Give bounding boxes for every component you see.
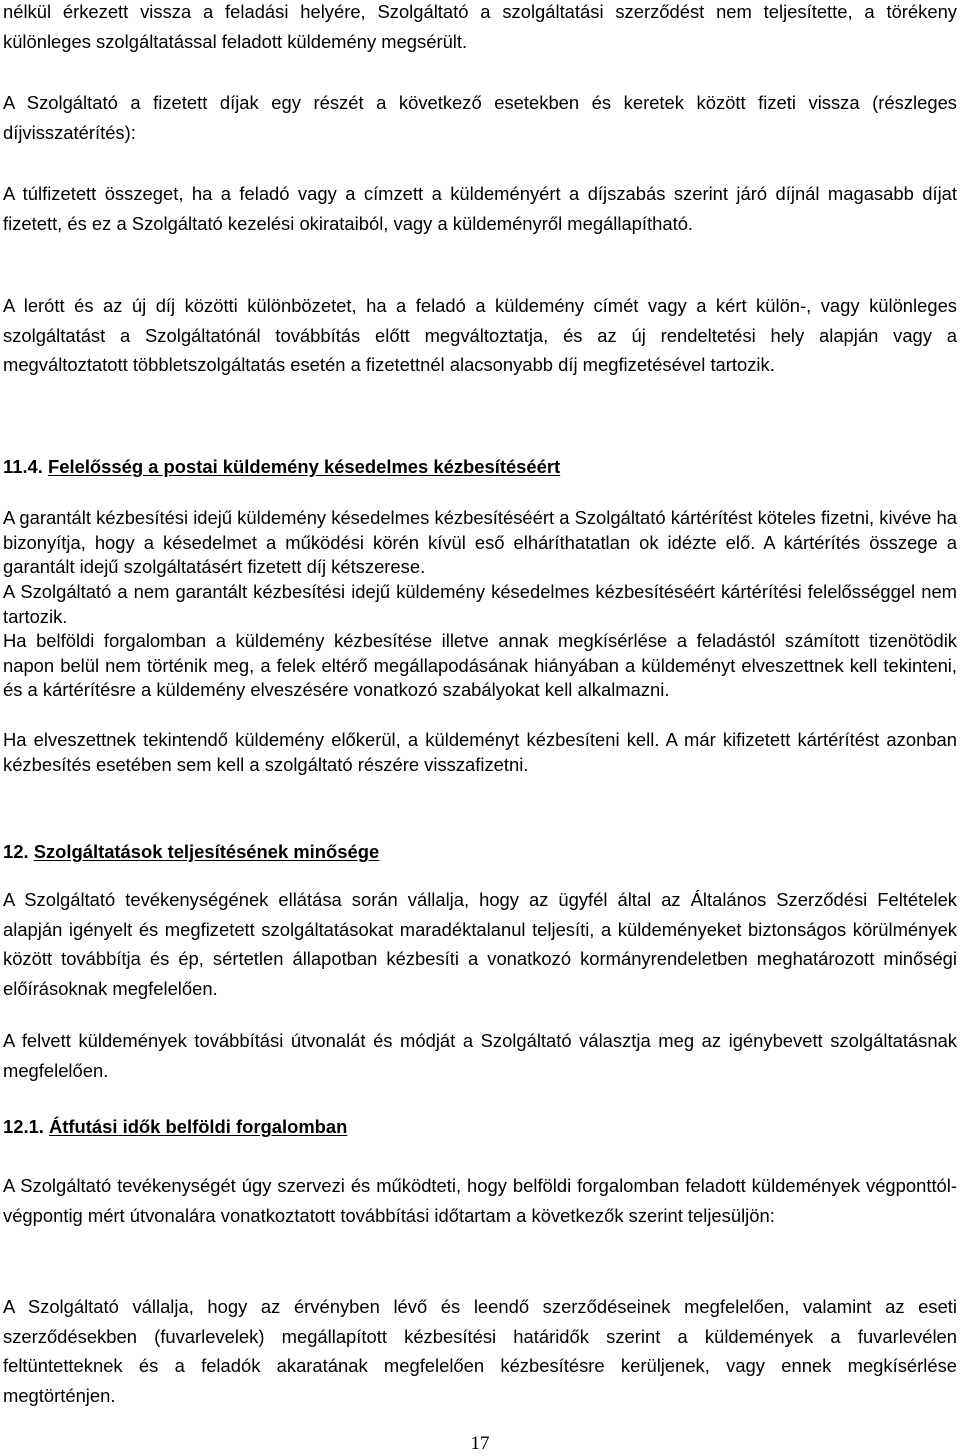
section-number: 12. bbox=[3, 841, 29, 862]
paragraph-non-guaranteed: A Szolgáltató a nem garantált kézbesítési idejű küldemény késedelmes kézbesítéséért kártérítési felelősséggel nem tartozik. bbox=[3, 581, 957, 627]
paragraph-delivery-deadlines: A Szolgáltató vállalja, hogy az érvényben lévő és leendő szerződéseinek megfelelően, valamint az eseti szerződésekben (fuvarlevelek) megállapított kézbesítési határidők szerint a küldemények a fuvarlevélen feltüntetteknek és a feladók akaratának megfelelően kézbesítésre kerüljenek, vagy ennek megkísérlése megtörténjen. bbox=[3, 1296, 957, 1407]
paragraph-found-shipment: Ha elveszettnek tekintendő küldemény előkerül, a küldeményt kézbesíteni kell. A már kifizetett kártérítést azonban kézbesítés esetében sem kell a szolgáltató részére visszafizetni. bbox=[3, 729, 957, 775]
paragraph-transit-times: A Szolgáltató tevékenységét úgy szervezi és működteti, hogy belföldi forgalomban feladott küldemények végponttól-végpontig mért útvonalára vonatkoztatott továbbítási időtartam a következők szerint teljesüljön: bbox=[3, 1175, 957, 1226]
paragraph-quality-commitment: A Szolgáltató tevékenységének ellátása során vállalja, hogy az ügyfél által az Általános Szerződési Feltételek alapján igényelt és megfizetett szolgáltatásokat maradéktalanul teljesíti, a küldeményeket biztonságos körülmények között továbbítja és ép, sértetlen állapotban kézbesíti a vonatkozó kormányrendeletben meghatározott minőségi előírásoknak megfelelően. bbox=[3, 889, 957, 1000]
paragraph-overpayment: A túlfizetett összeget, ha a feladó vagy a címzett a küldeményért a díjszabás szerint járó díjnál magasabb díjat fizetett, és ez a Szolgáltató kezelési okirataiból, vagy a küldeményről megállapítható. bbox=[3, 183, 957, 234]
paragraph-fee-difference: A lerótt és az új díj közötti különbözetet, ha a feladó a küldemény címét vagy a kért külön-, vagy különleges szolgáltatást a Szolgáltatónál továbbítás előtt megváltoztatja, és az új rendeltetési hely alapján vagy a megváltoztatott többletszolgáltatás esetén a fizetettnél alacsonyabb díj megfizetésével tartozik. bbox=[3, 295, 957, 376]
section-title: Szolgáltatások teljesítésének minősége bbox=[33, 841, 380, 862]
section-number: 12.1. bbox=[3, 1116, 44, 1137]
section-number: 11.4. bbox=[3, 456, 43, 477]
paragraph-routing: A felvett küldemények továbbítási útvonalát és módját a Szolgáltató választja meg az igénybevett szolgáltatásnak megfelelően. bbox=[3, 1030, 957, 1081]
section-title: Felelősség a postai küldemény késedelmes kézbesítéséért bbox=[48, 456, 561, 477]
section-heading-11-4 bbox=[3, 452, 957, 481]
section-heading-12 bbox=[3, 837, 957, 866]
paragraph-lost-shipment: Ha belföldi forgalomban a küldemény kézbesítése illetve annak megkísérlése a feladástól számított tizenötödik napon belül nem történik meg, a felek eltérő megállapodásának hiányában a küldeményt elveszettnek kell tekinteni, és a kártérítésre a küldemény elveszésére vonatkozó szabályokat kell alkalmazni. bbox=[3, 630, 957, 701]
section-title: Átfutási idők belföldi forgalomban bbox=[49, 1116, 348, 1137]
paragraph-refund-intro: A Szolgáltató a fizetett díjak egy részét a következő esetekben és keretek között fizeti vissza (részleges díjvisszatérítés): bbox=[3, 92, 957, 143]
page-number: 17 bbox=[470, 1433, 490, 1454]
paragraph-continuation: nélkül érkezett vissza a feladási helyére, Szolgáltató a szolgáltatási szerződést nem teljesítette, a törékeny különleges szolgáltatással feladott küldemény megsérült. bbox=[3, 1, 957, 52]
paragraph-guaranteed-delay: A garantált kézbesítési idejű küldemény késedelmes kézbesítéséért a Szolgáltató kártérítést köteles fizetni, kivéve ha bizonyítja, hogy a késedelmet a működési körén kívül eső elháríthatatlan ok idézte elő. A kártérítés összege a garantált idejű szolgáltatásért fizetett díj kétszerese. bbox=[3, 507, 957, 578]
section-heading-12-1 bbox=[3, 1112, 957, 1141]
